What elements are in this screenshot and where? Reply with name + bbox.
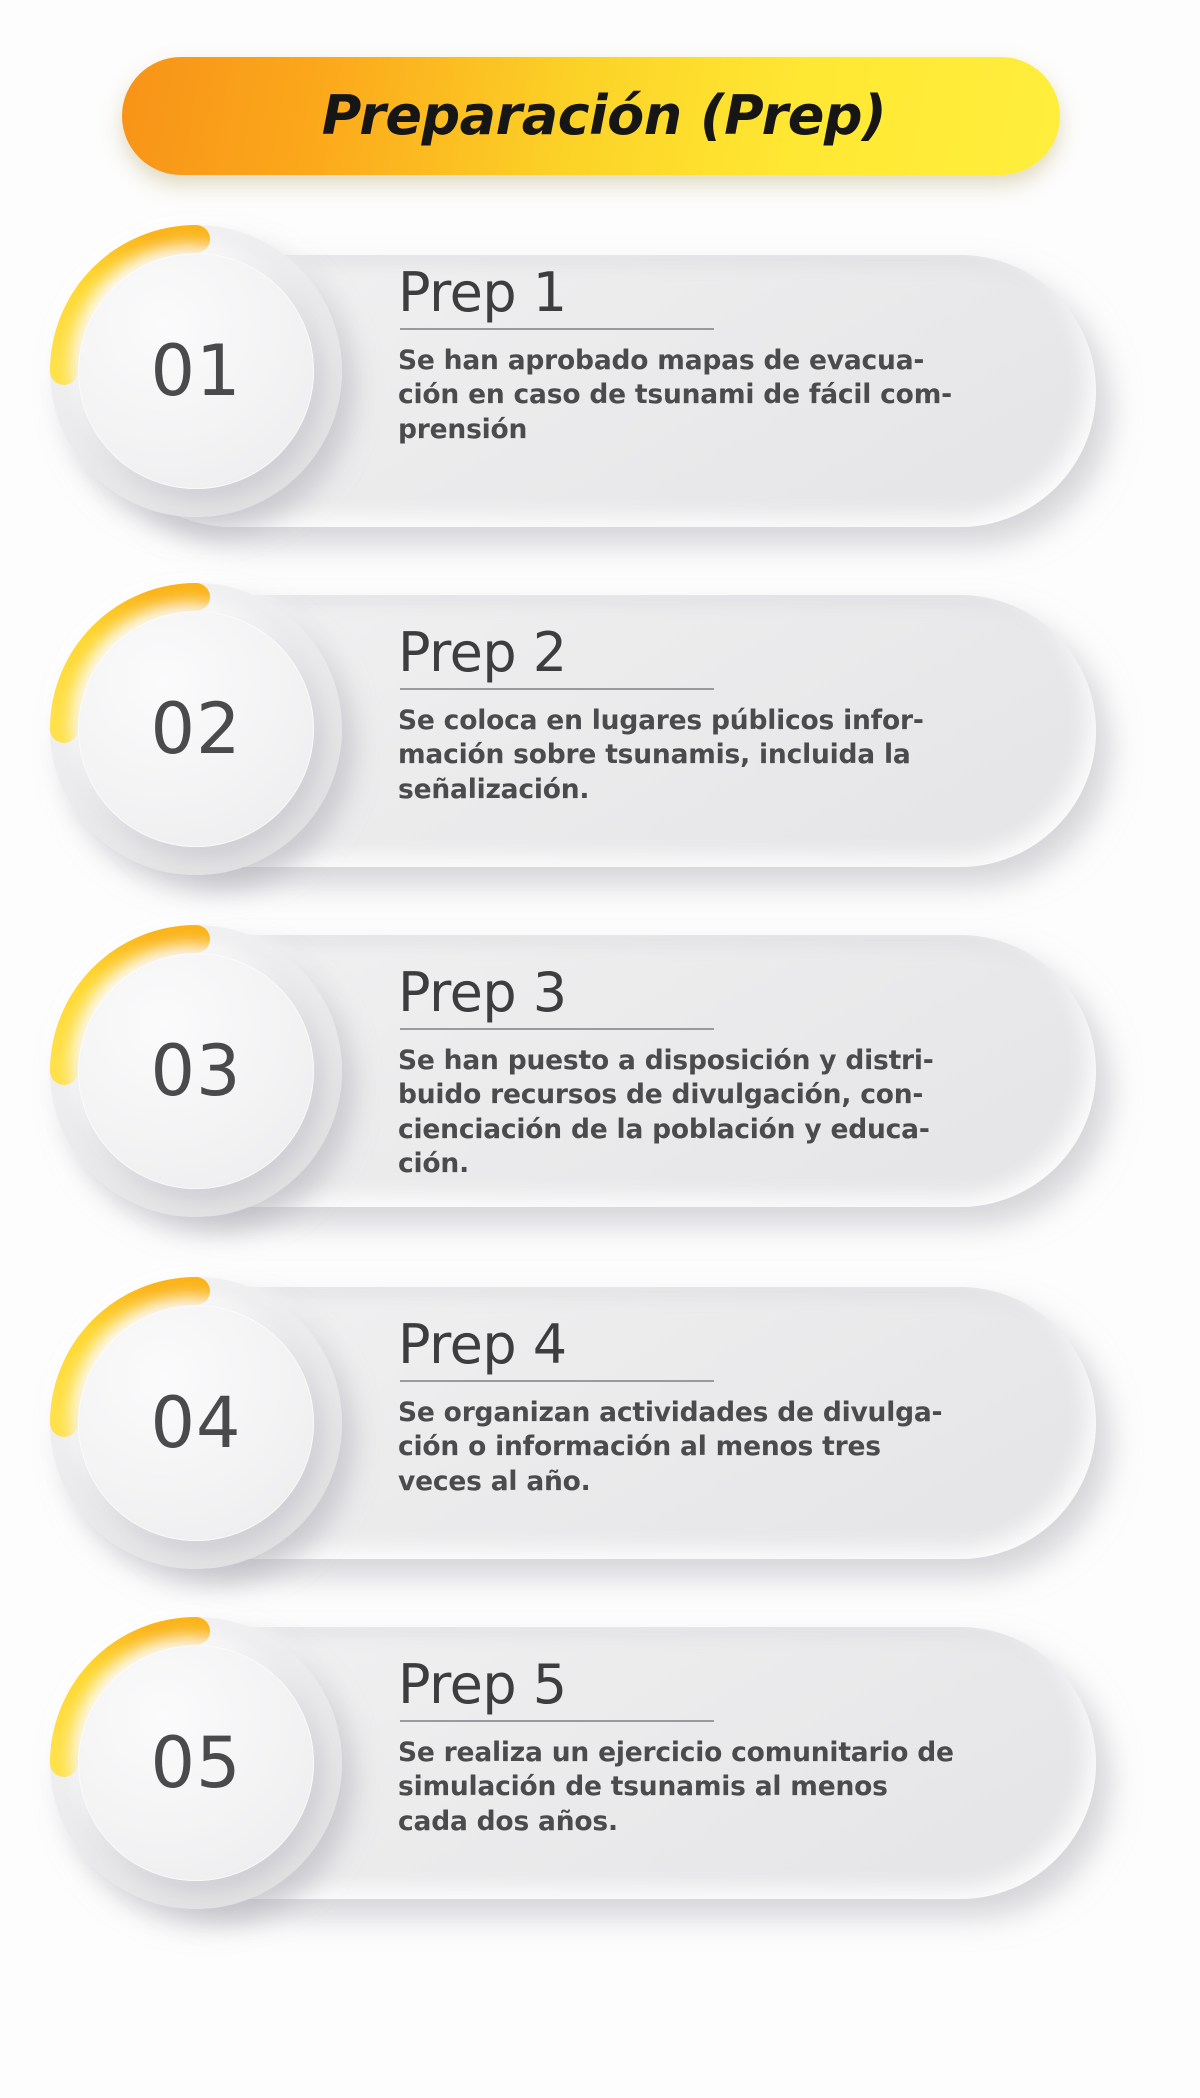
step-badge: [50, 1277, 342, 1569]
list-item[interactable]: [0, 243, 1200, 583]
desc-line: simulación de tsunamis al menos: [398, 1771, 888, 1803]
title-divider: [400, 328, 714, 330]
step-badge: [50, 1617, 342, 1909]
step-badge: [50, 225, 342, 517]
badge-inner: [78, 611, 314, 847]
desc-line: Se realiza un ejercicio comunitario de: [398, 1736, 954, 1768]
step-content: [398, 261, 1058, 447]
desc-line: prensión: [398, 413, 528, 445]
step-number: 01: [150, 330, 242, 412]
badge-inner: [78, 953, 314, 1189]
step-content: [398, 961, 1058, 1181]
step-description: [398, 704, 1038, 807]
desc-line: cienciación de la población y educa-: [398, 1113, 930, 1145]
title-divider: [400, 1720, 714, 1722]
step-title: Prep 1: [398, 261, 567, 324]
desc-line: buido recursos de divulgación, con-: [398, 1079, 924, 1111]
desc-line: señalización.: [398, 773, 590, 805]
title-divider: [400, 1380, 714, 1382]
desc-line: veces al año.: [398, 1465, 591, 1497]
badge-inner: [78, 1305, 314, 1541]
step-description: [398, 1736, 1038, 1839]
step-number: 05: [150, 1722, 242, 1804]
list-item[interactable]: [0, 1615, 1200, 1955]
list-item[interactable]: [0, 583, 1200, 923]
step-badge: [50, 583, 342, 875]
title-divider: [400, 1028, 714, 1030]
list-item[interactable]: [0, 923, 1200, 1275]
desc-line: Se han aprobado mapas de evacua-: [398, 344, 925, 376]
desc-line: cada dos años.: [398, 1805, 618, 1837]
step-number: 04: [150, 1382, 242, 1464]
header-banner: [122, 57, 1060, 175]
step-title: Prep 2: [398, 621, 567, 684]
desc-line: Se han puesto a disposición y distri-: [398, 1044, 934, 1076]
step-description: [398, 1396, 1038, 1499]
step-content: [398, 621, 1058, 807]
desc-line: ción en caso de tsunami de fácil com-: [398, 379, 952, 411]
desc-line: ción o información al menos tres: [398, 1431, 881, 1463]
page-title: Preparación (Prep): [321, 84, 887, 147]
header-banner-pill: [122, 57, 1060, 175]
step-content: [398, 1313, 1058, 1499]
step-number: 03: [150, 1030, 242, 1112]
step-title: Prep 5: [398, 1653, 567, 1716]
desc-line: mación sobre tsunamis, incluida la: [398, 739, 911, 771]
badge-inner: [78, 1645, 314, 1881]
steps-list: [0, 243, 1200, 1955]
badge-inner: [78, 253, 314, 489]
desc-line: Se coloca en lugares públicos infor-: [398, 704, 924, 736]
step-description: [398, 344, 1038, 447]
title-divider: [400, 688, 714, 690]
desc-line: ción.: [398, 1148, 469, 1179]
list-item[interactable]: [0, 1275, 1200, 1615]
step-number: 02: [150, 688, 242, 770]
step-description: [398, 1044, 1038, 1182]
step-title: Prep 4: [398, 1313, 567, 1376]
step-content: [398, 1653, 1058, 1839]
step-badge: [50, 925, 342, 1217]
step-title: Prep 3: [398, 961, 567, 1024]
desc-line: Se organizan actividades de divulga-: [398, 1396, 943, 1428]
